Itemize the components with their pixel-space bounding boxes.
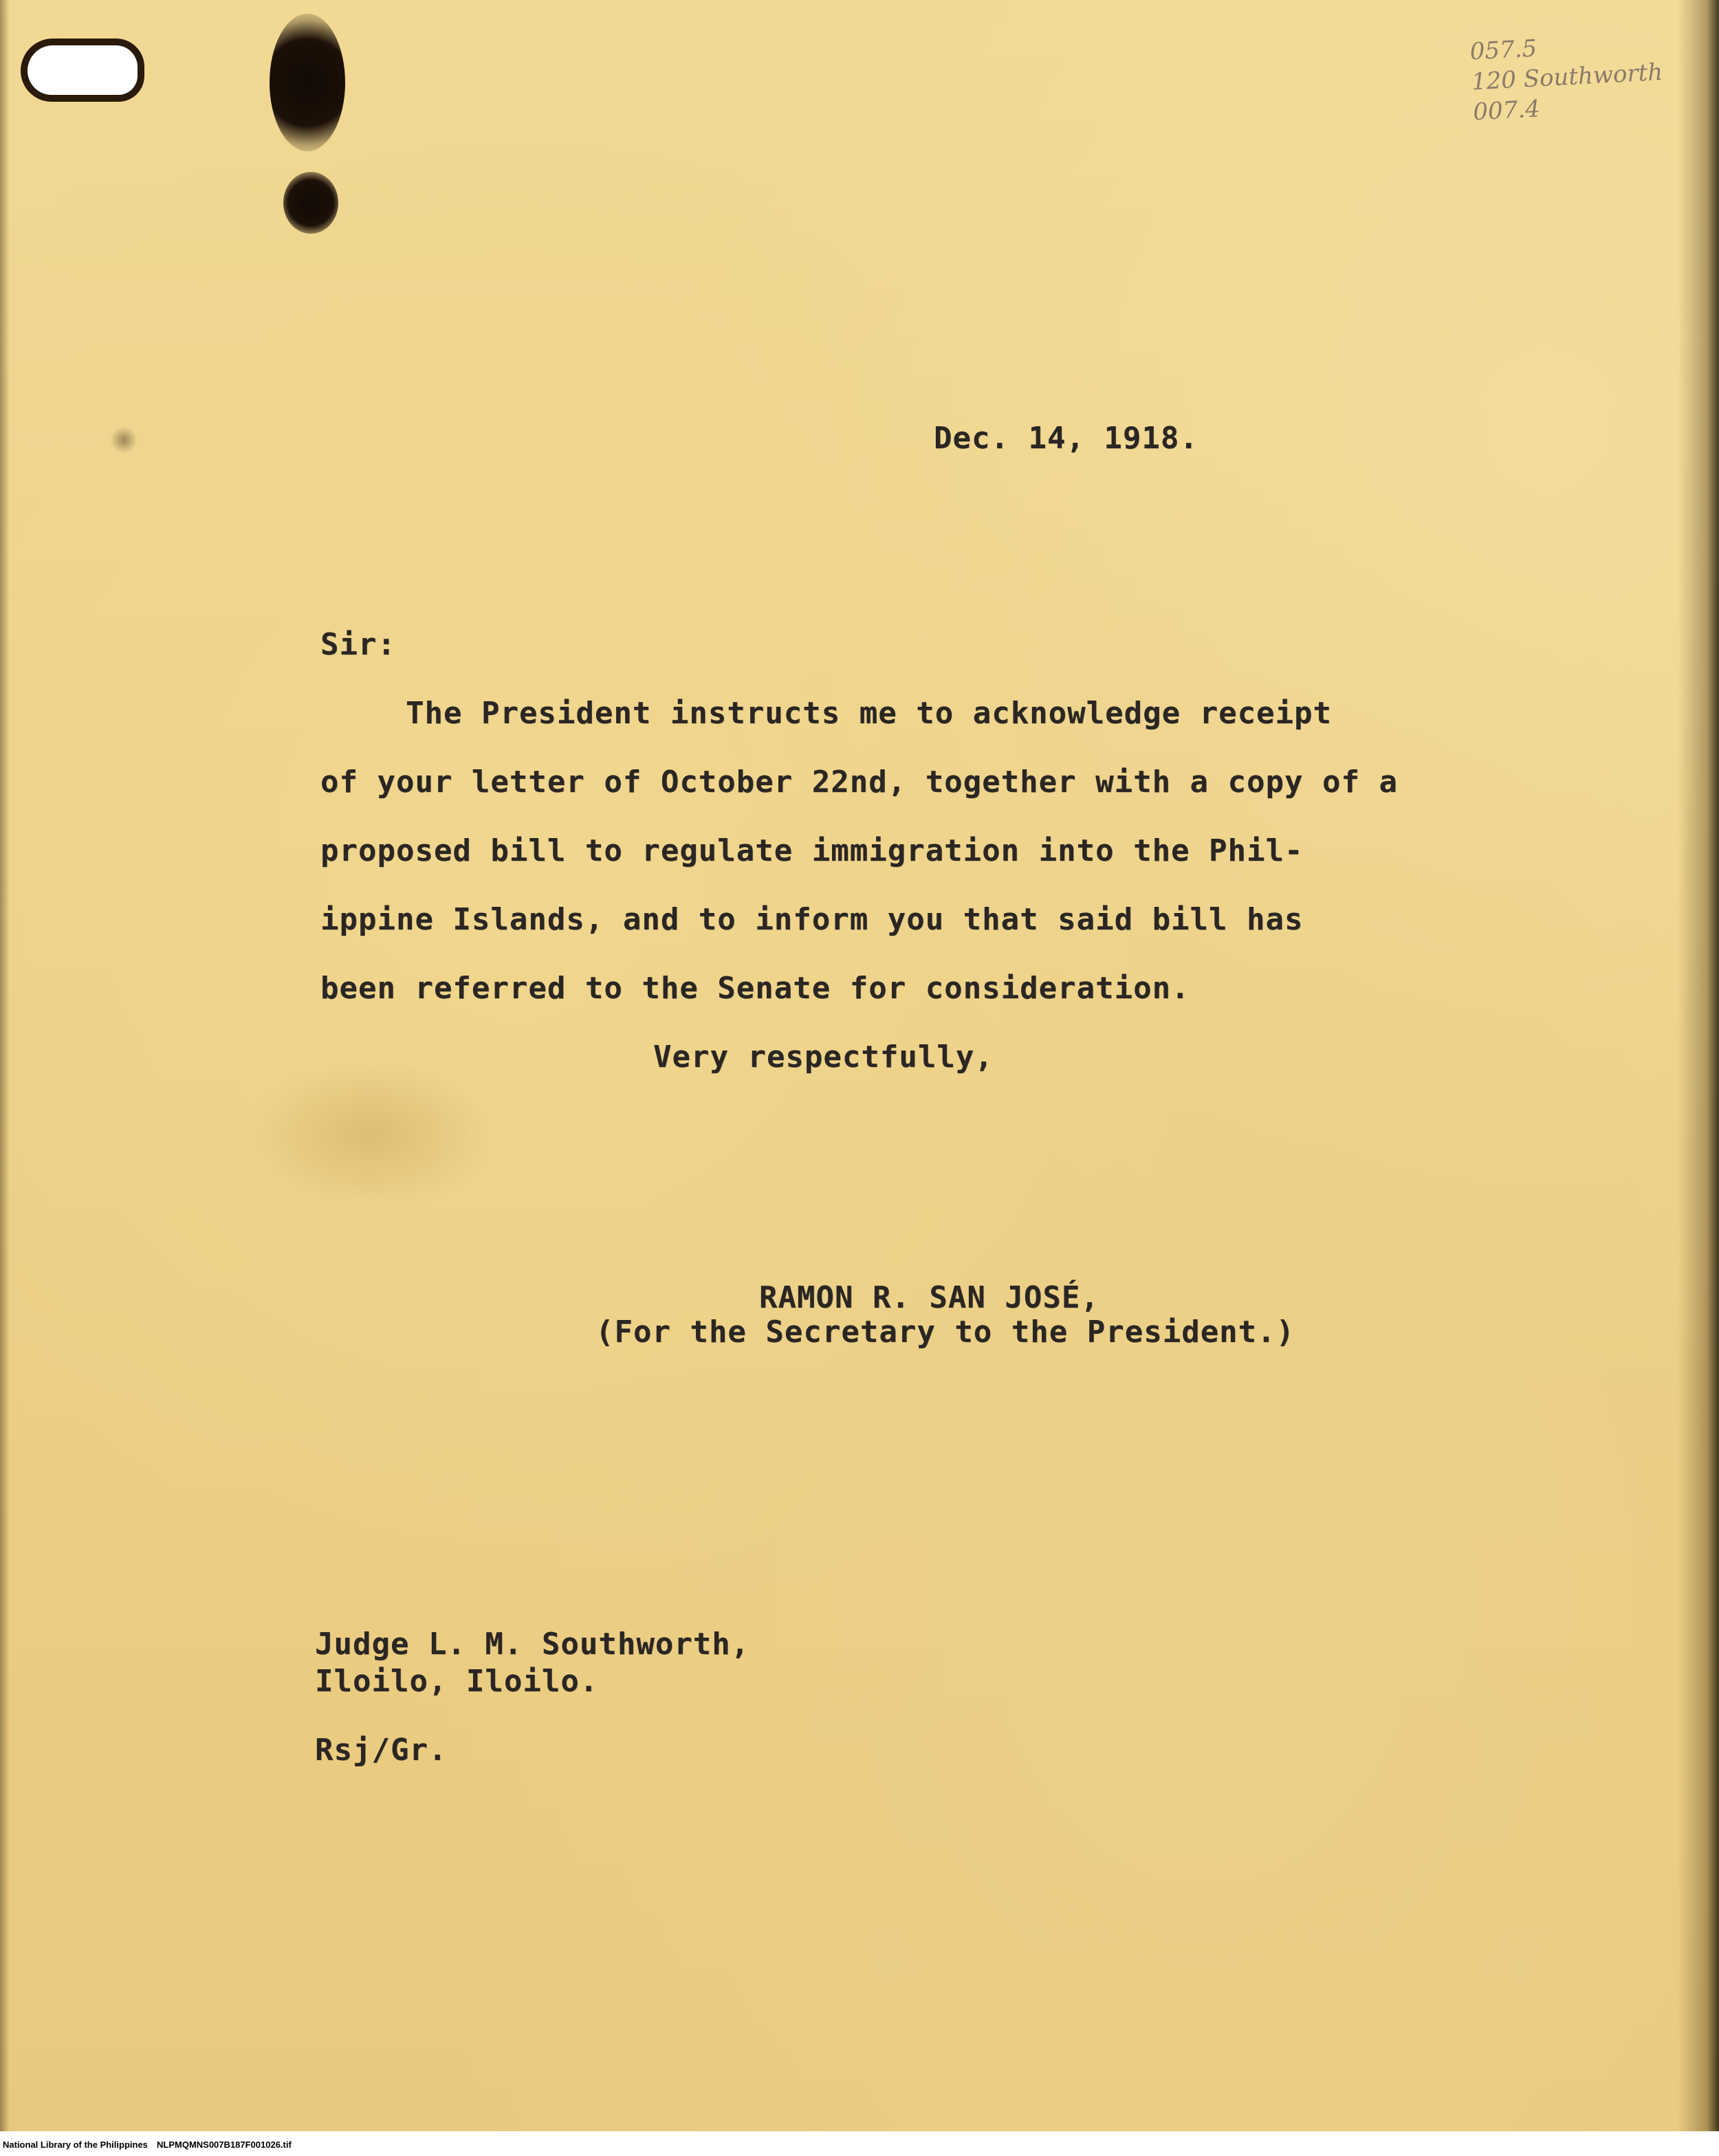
punch-hole (28, 45, 138, 95)
reference-initials: Rsj/Gr. (315, 1732, 448, 1768)
body-line: of your letter of October 22nd, together with a copy of a (320, 764, 1398, 800)
archive-pencil-note (1469, 30, 1664, 128)
ink-blot-large (270, 14, 345, 151)
paper-stain (248, 1059, 495, 1210)
footer-institution: National Library of the Philippines (3, 2140, 148, 2150)
archive-note-line: 120 Southworth (1471, 58, 1664, 96)
body-line: been referred to the Senate for consideration. (320, 971, 1190, 1006)
letter-date: Dec. 14, 1918. (934, 421, 1198, 456)
footer-filename: NLPMQMNS007B187F001026.tif (157, 2140, 292, 2150)
addressee-name: Judge L. M. Southworth, (315, 1627, 750, 1662)
paper-stain (110, 426, 138, 454)
page-left-edge (0, 0, 10, 2131)
signer-title: (For the Secretary to the President.) (595, 1314, 1295, 1350)
letter-salutation: Sir: (320, 627, 396, 662)
body-line: The President instructs me to acknowledge receipt (406, 696, 1333, 731)
archive-note-line: 057.5 (1469, 34, 1538, 66)
ink-blot-small (283, 172, 338, 234)
page-right-edge-shadow (1678, 0, 1719, 2131)
letter-closing: Very respectfully, (653, 1040, 994, 1075)
signer-name: RAMON R. SAN JOSÉ, (759, 1280, 1099, 1315)
body-line: proposed bill to regulate immigration into the Phil- (320, 833, 1304, 868)
addressee-location: Iloilo, Iloilo. (315, 1664, 599, 1699)
archive-note-line: 007.4 (1472, 95, 1541, 126)
body-line: ippine Islands, and to inform you that said bill has (320, 902, 1304, 937)
